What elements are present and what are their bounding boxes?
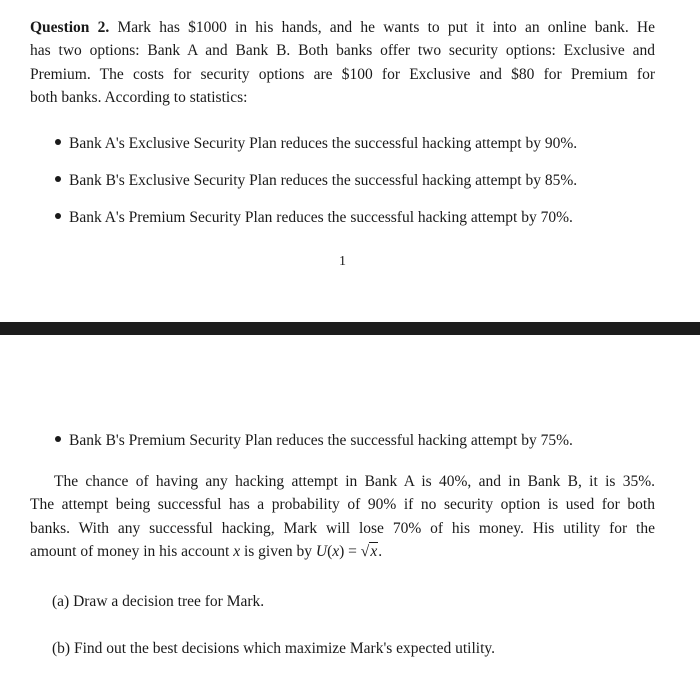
part-a: (a) Draw a decision tree for Mark. bbox=[52, 593, 265, 610]
question-body bbox=[30, 470, 655, 564]
bullet-icon bbox=[55, 139, 61, 145]
bullet-icon bbox=[55, 436, 61, 442]
list-item: Bank A's Exclusive Security Plan reduces the successful hacking attempt by 90%. bbox=[55, 134, 577, 154]
bullet-icon bbox=[55, 176, 61, 182]
intro-line: Question 2. Mark has $1000 in his hands, and he wants to put it into an online bank. He bbox=[30, 19, 655, 36]
list-item: Bank B's Premium Security Plan reduces the successful hacking attempt by 75%. bbox=[55, 431, 573, 451]
page-top bbox=[0, 0, 700, 322]
question-intro bbox=[30, 16, 655, 110]
intro-line: Premium. The costs for security options are $100 for Exclusive and $80 for Premium for bbox=[30, 65, 655, 83]
page-bottom bbox=[0, 335, 700, 688]
intro-line: has two options: Bank A and Bank B. Both banks offer two security options: Exclusive and bbox=[30, 42, 655, 60]
list-item: Bank B's Exclusive Security Plan reduces the successful hacking attempt by 85%. bbox=[55, 171, 577, 191]
sqrt-symbol: √x bbox=[360, 543, 378, 561]
body-line: The chance of having any hacking attempt in Bank A is 40%, and in Bank B, it is 35%. bbox=[54, 473, 655, 490]
part-b: (b) Find out the best decisions which maximize Mark's expected utility. bbox=[52, 640, 496, 657]
bullet-icon bbox=[55, 213, 61, 219]
body-line: The attempt being successful has a probability of 90% if no security option is used for both bbox=[30, 496, 655, 514]
question-label: Question 2. bbox=[30, 19, 110, 36]
page-number: 1 bbox=[339, 254, 346, 269]
utility-formula: U(x) = √x bbox=[316, 543, 378, 560]
page-divider bbox=[0, 322, 700, 335]
body-line: banks. With any successful hacking, Mark will lose 70% of his money. His utility for the bbox=[30, 519, 655, 537]
utility-line: amount of money in his account x is given by U(x) = √x. bbox=[30, 540, 655, 563]
intro-line: both banks. According to statistics: bbox=[30, 89, 248, 107]
list-item: Bank A's Premium Security Plan reduces the successful hacking attempt by 70%. bbox=[55, 208, 573, 228]
